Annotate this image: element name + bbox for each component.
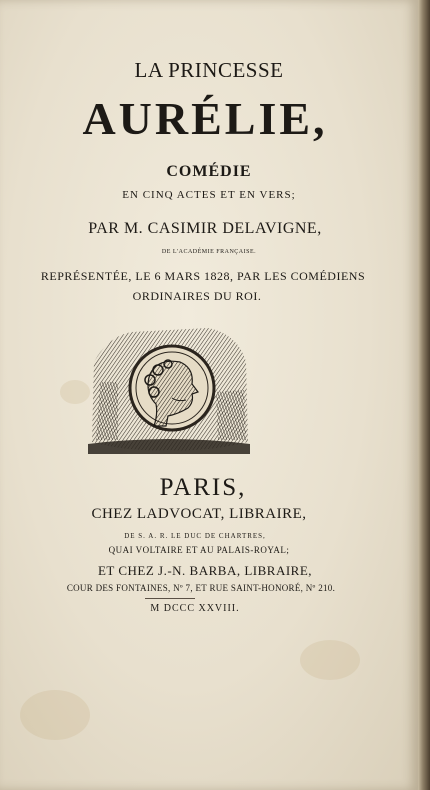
imprint-city: PARIS,: [159, 474, 247, 501]
book-title: AURÉLIE,: [82, 93, 328, 144]
title-line-1: LA PRINCESSE: [134, 58, 284, 82]
publisher-1: CHEZ LADVOCAT, LIBRAIRE,: [91, 506, 307, 522]
publisher-1-address: QUAI VOLTAIRE ET AU PALAIS-ROYAL;: [108, 545, 290, 555]
medallion-vignette-icon: [88, 322, 250, 454]
subtitle: EN CINQ ACTES ET EN VERS;: [122, 189, 296, 201]
imprint-year: M DCCC XXVIII.: [150, 603, 240, 614]
foxing-stain: [60, 380, 90, 404]
genre: COMÉDIE: [166, 163, 252, 180]
performance-note-2: ORDINAIRES DU ROI.: [132, 289, 262, 303]
author: PAR M. CASIMIR DELAVIGNE,: [88, 220, 322, 237]
page-edge: [418, 0, 430, 790]
publisher-2-address: COUR DES FONTAINES, Nº 7, ET RUE SAINT-HONORÉ, Nº 210.: [66, 583, 336, 593]
foxing-stain: [20, 690, 90, 740]
foxing-stain: [300, 640, 360, 680]
performance-note-1: REPRÉSENTÉE, LE 6 MARS 1828, PAR LES COMÉDIENS: [40, 269, 366, 283]
publisher-1-title: DE S. A. R. LE DUC DE CHARTRES,: [124, 532, 266, 540]
author-affiliation: DE L'ACADÉMIE FRANÇAISE.: [161, 249, 257, 255]
publisher-2: ET CHEZ J.-N. BARBA, LIBRAIRE,: [97, 563, 313, 578]
divider-rule: [145, 598, 195, 599]
